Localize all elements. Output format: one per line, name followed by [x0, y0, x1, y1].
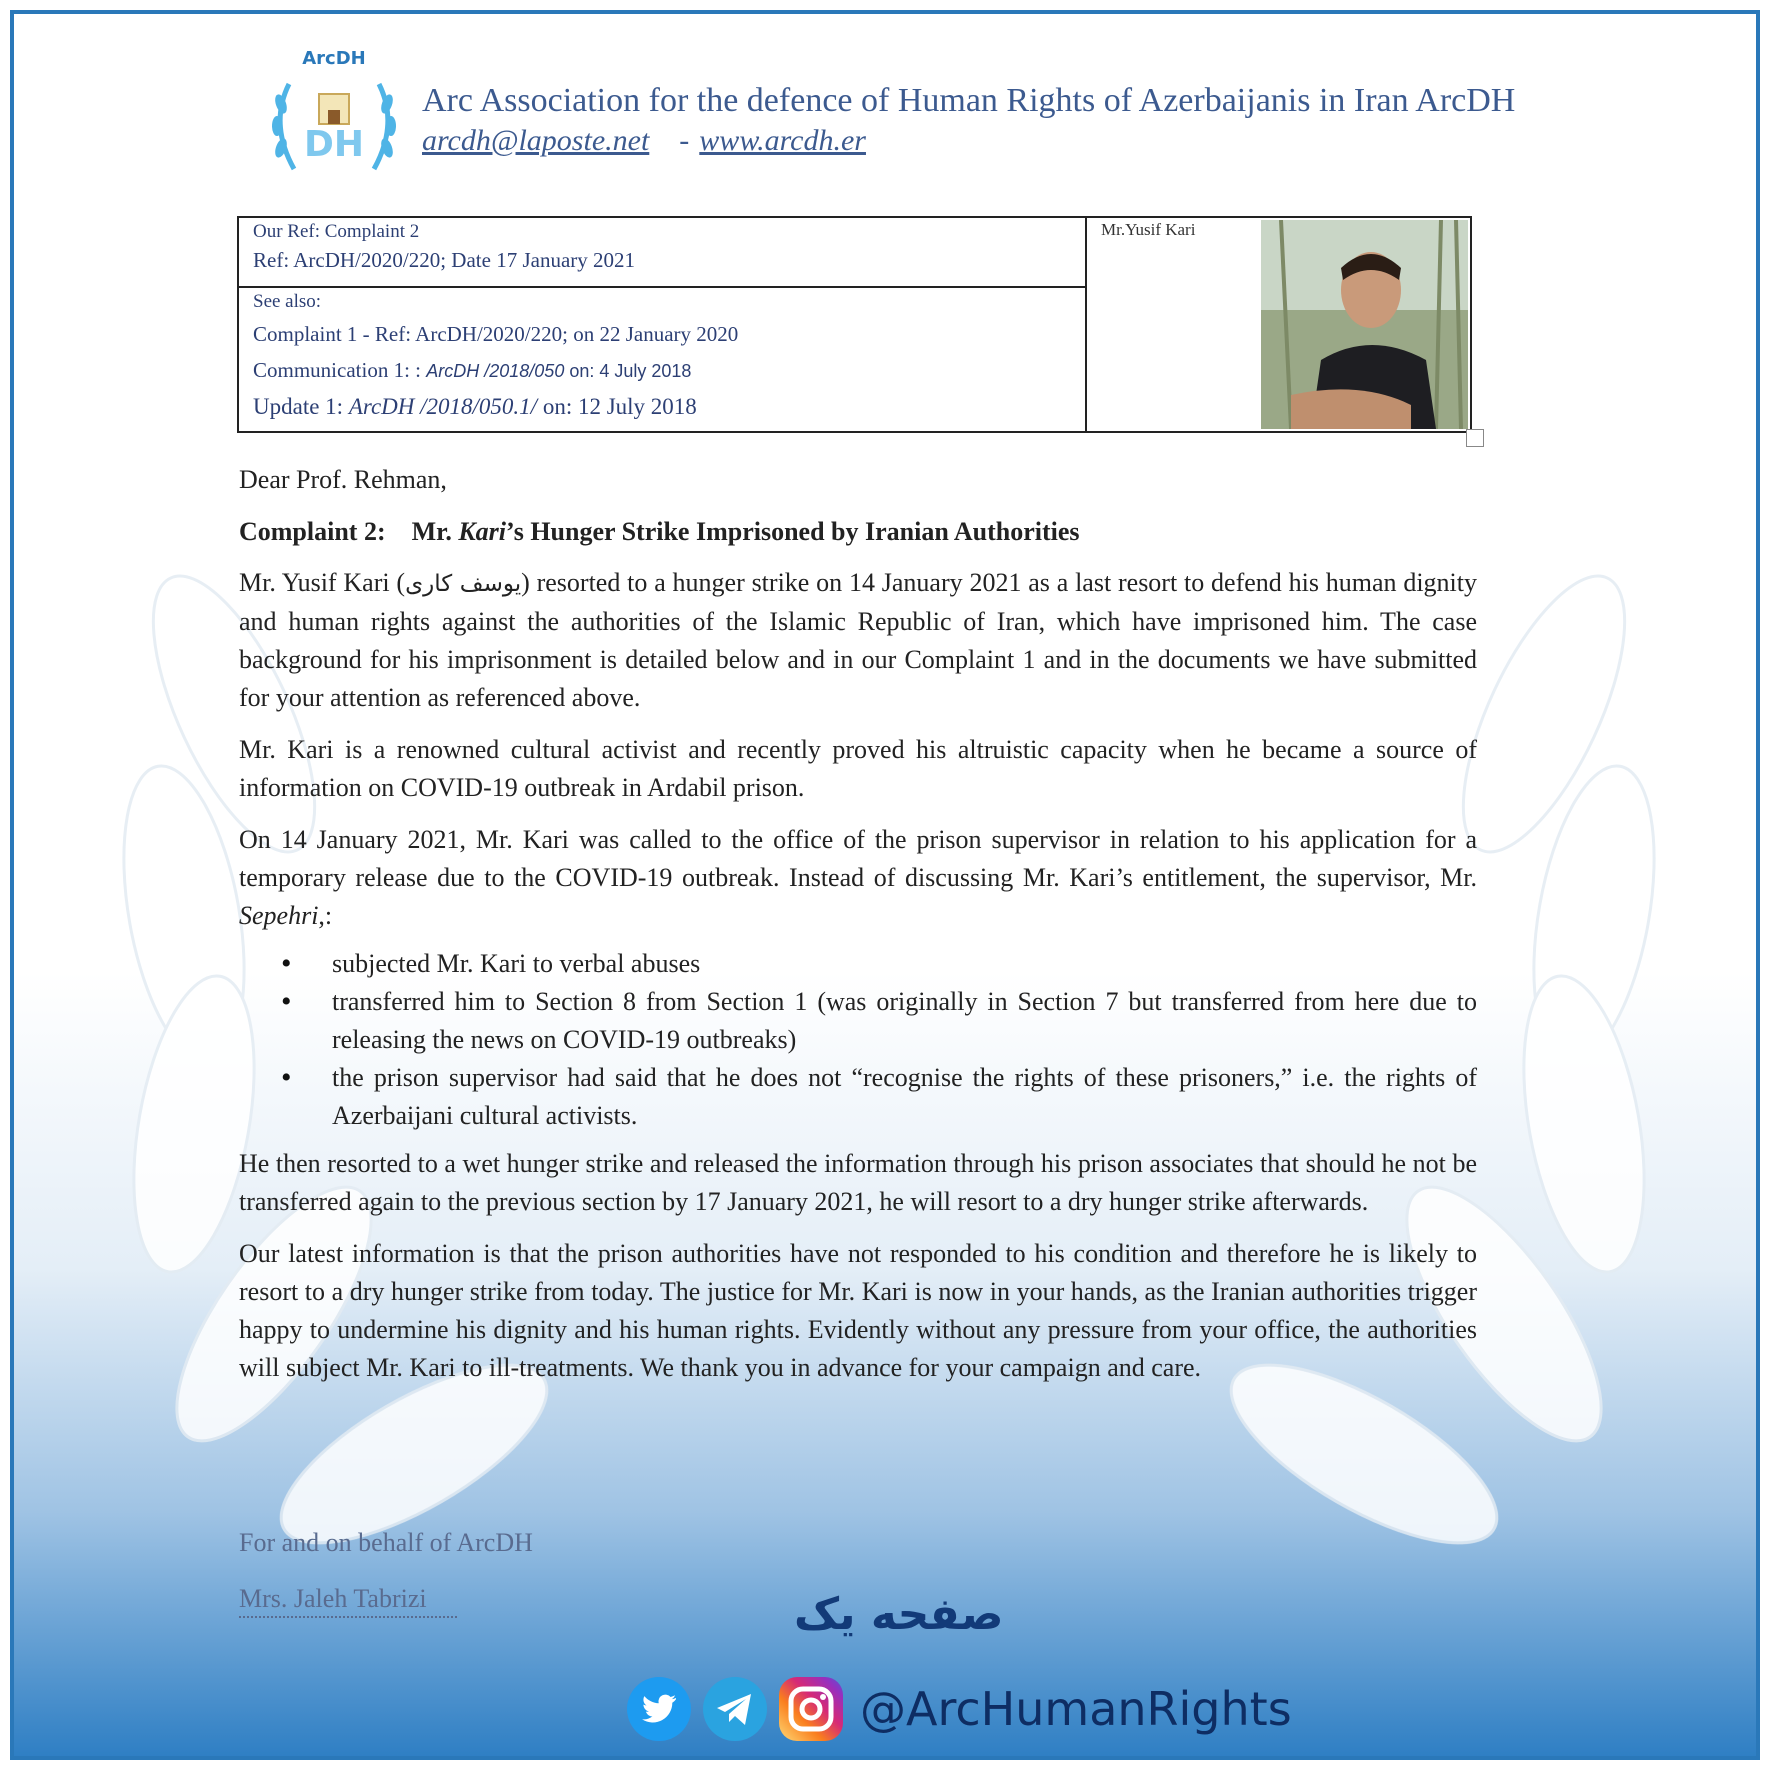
p3-post: ,: [318, 901, 333, 930]
ref-bottom-cell [239, 288, 1085, 425]
resize-handle [1466, 429, 1484, 447]
p1-pre: Mr. Yusif Kari ( [239, 568, 406, 597]
salutation: Dear Prof. Rehman, [239, 465, 447, 494]
logo-letters: DH [303, 124, 365, 165]
p3-pre: On 14 January 2021, Mr. Kari was called to the office of the prison supervisor in relation to his application for a temporary release due to the COVID-19 outbreak. Instead of discussing Mr. Kari’s entitlement, the supervisor, Mr. [239, 825, 1477, 892]
website-link[interactable]: www.arcdh.er [699, 124, 866, 157]
update-suffix: on: 12 July 2018 [537, 394, 697, 419]
update-prefix: Update 1: [253, 394, 349, 419]
ref-top-cell [239, 218, 1085, 288]
list-item: • transferred him to Section 8 from Section 1 (was originally in Section 7 but transferred from here due to releasing the news on COVID-19 outbreaks) [239, 983, 1477, 1059]
subject-pre: Mr. [411, 517, 459, 546]
bullet-list [239, 945, 1477, 1135]
photo-cell [1087, 218, 1470, 431]
paragraph-5: Our latest information is that the prison authorities have not responded to his condition and therefore he is likely to resort to a dry hunger strike from today. The justice for Mr. Kari is now in your hands, as the Iranian authorities trigger happy to undermine his dignity and his human rights. Evidently without any pressure from your office, the authorities will subject Mr. Kari to ill-treatments. We thank you in advance for your campaign and care. [239, 1239, 1477, 1382]
social-bar [626, 1676, 1292, 1742]
see-also: See also: [253, 291, 322, 312]
organization-title: Arc Association for the defence of Human Rights of Azerbaijanis in Iran ArcDH [422, 82, 1516, 119]
subject-line [239, 513, 1477, 551]
reference-cell [239, 218, 1087, 431]
communication1-ref [253, 352, 1085, 389]
our-ref: Our Ref: Complaint 2 [253, 221, 420, 242]
email-link[interactable]: arcdh@laposte.net [422, 124, 650, 157]
update1-ref [253, 389, 1085, 425]
twitter-icon[interactable] [626, 1676, 692, 1742]
arcdh-logo [259, 44, 409, 194]
paragraph-2: Mr. Kari is a renowned cultural activist and recently proved his altruistic capacity when he became a source of information on COVID-19 outbreak in Ardabil prison. [239, 735, 1477, 802]
p3-emphasis: Sepehri [239, 901, 319, 930]
telegram-icon[interactable] [702, 1676, 768, 1742]
ref-date: Ref: ArcDH/2020/220; Date 17 January 2021 [253, 248, 636, 272]
comm-prefix: Communication 1: : [253, 358, 427, 382]
paragraph-4: He then resorted to a wet hunger strike and released the information through his prison associates that should he not be transferred again to the previous section by 17 January 2021, he will resort to a dry hunger strike afterwards. [239, 1149, 1477, 1216]
link-separator: - [679, 124, 690, 157]
paragraph-3 [239, 821, 1477, 935]
letter-body [239, 461, 1477, 1401]
logo-text: ArcDH [302, 48, 366, 69]
comm-ref: ArcDH /2018/050 [426, 361, 565, 381]
portrait-photo [1261, 220, 1468, 429]
complaint1-ref: Complaint 1 - Ref: ArcDH/2020/220; on 22 January 2020 [253, 322, 739, 346]
header-links [422, 124, 866, 158]
sign-off-line: For and on behalf of ArcDH [239, 1528, 533, 1557]
list-item: • subjected Mr. Kari to verbal abuses [239, 945, 1477, 983]
instagram-icon[interactable] [778, 1676, 844, 1742]
subject-post: ’s Hunger Strike Imprisoned by Iranian Authorities [506, 517, 1080, 546]
page-frame [10, 10, 1760, 1760]
comm-suffix: on: 4 July 2018 [564, 361, 692, 381]
subject-emphasis: Kari [458, 517, 507, 546]
p1-post: ) resorted to a hunger strike on 14 January 2021 as a last resort to defend his human dignity and human rights against the authorities of the Islamic Republic of Iran, which have imprisoned him. The case background for his imprisonment is detailed below and in our Complaint 1 and in the documents we have submitted for your attention as referenced above. [239, 568, 1477, 712]
paragraph-1 [239, 564, 1477, 717]
signatory-name: Mrs. Jaleh Tabrizi [239, 1584, 457, 1618]
update-ref: ArcDH /2018/050.1/ [348, 394, 538, 419]
reference-table [237, 216, 1472, 433]
photo-label: Mr.Yusif Kari [1101, 220, 1196, 239]
p1-farsi-name: یوسف کاری [405, 571, 522, 597]
social-handle[interactable]: @ArcHumanRights [860, 1682, 1292, 1736]
page-label: صفحه یک [794, 1589, 1004, 1640]
list-item: • the prison supervisor had said that he does not “recognise the rights of these prisoners,” i.e. the rights of Azerbaijani cultural activists. [239, 1059, 1477, 1135]
subject-number: Complaint 2: [239, 517, 386, 546]
